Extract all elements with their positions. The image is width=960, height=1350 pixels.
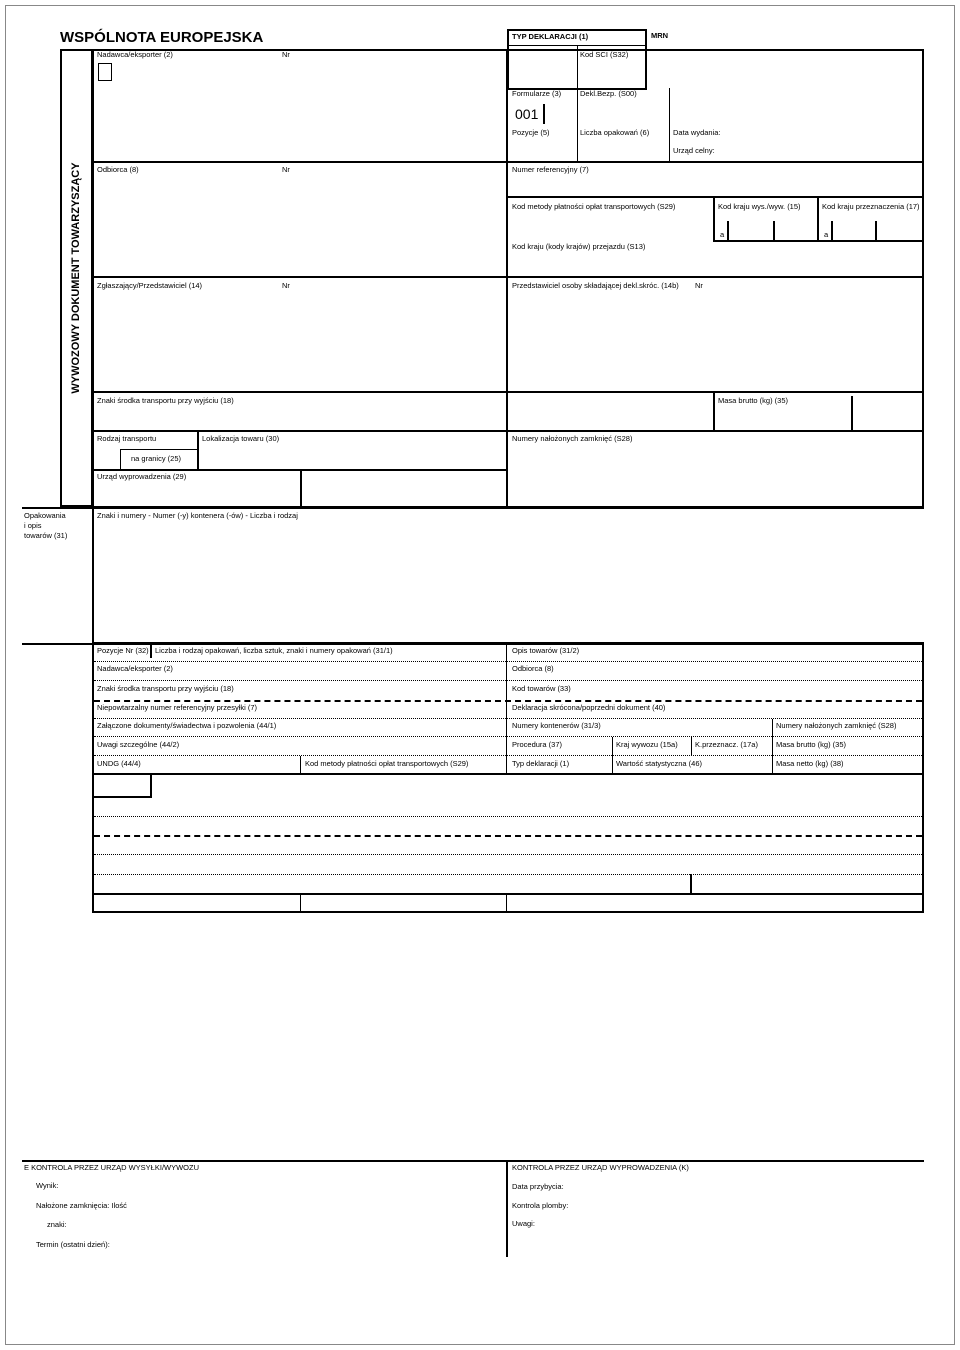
label-data-przybycia: Data przybycia:	[512, 1182, 564, 1191]
hline-control	[22, 1160, 924, 1162]
nadawca-checkbox[interactable]	[98, 63, 112, 81]
label-a-2: a	[824, 230, 829, 239]
label-numer-ref: Numer referencyjny (7)	[512, 165, 589, 174]
label-kod-metody: Kod metody płatności opłat transportowych (S29)	[512, 202, 676, 211]
label-uwagi-control: Uwagi:	[512, 1219, 535, 1228]
label-odbiorca: Odbiorca (8)	[97, 165, 139, 174]
label-uwagi: Uwagi szczególne (44/2)	[97, 740, 180, 749]
label-formularze: Formularze (3)	[512, 89, 562, 98]
vline-kod-przezn	[817, 196, 819, 242]
label-znaki: znaki:	[47, 1220, 67, 1229]
vline-bottom-2	[506, 893, 507, 913]
dotline-8	[94, 874, 922, 875]
label-undg: UNDG (44/4)	[97, 759, 141, 768]
label-pozycje: Pozycje (5)	[512, 128, 550, 137]
label-lokalizacja: Lokalizacja towaru (30)	[202, 434, 280, 443]
hline-znaki	[92, 391, 924, 393]
label-item-odbiorca: Odbiorca (8)	[512, 664, 554, 673]
label-nr-1: Nr	[282, 50, 290, 59]
label-opakowania-3: towarów (31)	[24, 531, 68, 540]
tick-a1	[727, 221, 729, 241]
label-item-masa-brutto: Masa brutto (kg) (35)	[776, 740, 847, 749]
label-item-numery-zamkniec: Numery nałożonych zamknięć (S28)	[776, 721, 897, 730]
vline-item-right	[772, 719, 773, 773]
label-rodzaj: Rodzaj transportu	[97, 434, 157, 443]
label-termin: Termin (ostatni dzień):	[36, 1240, 110, 1249]
hline-rodzaj	[92, 430, 924, 432]
vline-undg	[300, 756, 301, 773]
label-item-nadawca: Nadawca/eksporter (2)	[97, 664, 173, 673]
vline-control	[506, 1160, 508, 1257]
label-liczba-rodzaj: Liczba i rodzaj opakowań, liczba sztuk, znaki i numery opakowań (31/1)	[155, 646, 393, 655]
label-kontrola-plomby: Kontrola plomby:	[512, 1201, 569, 1210]
hline-goods	[22, 507, 924, 509]
tick-item-right	[690, 874, 692, 894]
label-procedura: Procedura (37)	[512, 740, 563, 749]
label-k-title: KONTROLA PRZEZ URZĄD WYPROWADZENIA (K)	[512, 1163, 689, 1172]
label-typ-deklaracji: TYP DEKLARACJI (1)	[512, 32, 589, 41]
vline-goods	[92, 507, 94, 644]
label-dekl-bezp: Dekl.Bezp. (S00)	[580, 89, 637, 98]
label-masa-netto: Masa netto (kg) (38)	[776, 759, 844, 768]
typ-hline	[507, 45, 647, 46]
hline-item-bottom-row	[92, 893, 924, 895]
label-znaki-numery: Znaki i numery - Numer (-y) kontenera (-ów) - Liczba i rodzaj	[97, 511, 298, 520]
label-opakowania-1: Opakowania	[24, 511, 66, 520]
label-niepowtarzalny: Niepowtarzalny numer referencyjny przesyłki (7)	[97, 703, 258, 712]
vline-item-mid	[506, 644, 507, 773]
vline-masa	[713, 391, 715, 431]
hline-ref	[506, 196, 924, 198]
label-item-kod-metody: Kod metody płatności opłat transportowych (S29)	[305, 759, 469, 768]
label-k-przezn: K.przeznacz. (17a)	[695, 740, 758, 749]
formularze-marker	[543, 104, 545, 124]
hline-kody	[713, 240, 924, 242]
label-wartosc: Wartość statystyczna (46)	[616, 759, 702, 768]
item-small-box[interactable]	[92, 773, 152, 798]
label-mrn: MRN	[651, 31, 669, 40]
label-numery-kontenerow: Numery kontenerów (31/3)	[512, 721, 601, 730]
document-title: WSPÓLNOTA EUROPEJSKA	[60, 29, 264, 46]
label-kod-sci: Kod SCI (S32)	[580, 50, 629, 59]
tick-pozycje	[150, 644, 152, 658]
label-nr-4: Nr	[695, 281, 703, 290]
vline-kprzezn	[691, 737, 692, 755]
label-nalozone: Nałożone zamknięcia: Ilość	[36, 1201, 127, 1210]
hline-item-lower	[92, 773, 924, 775]
vline-bottom-1	[300, 893, 301, 913]
hline-zglaszajacy	[92, 276, 924, 278]
label-znaki-srodka: Znaki środka transportu przy wyjściu (18)	[97, 396, 234, 405]
formularze-divider	[577, 90, 578, 125]
label-urzad-celny: Urząd celny:	[673, 146, 715, 155]
tick-a2	[831, 221, 833, 241]
urzad-divider	[669, 88, 670, 125]
dotline-1	[94, 661, 922, 662]
dotline-7	[94, 854, 922, 855]
label-kod-kraju-przejazdu: Kod kraju (kody krajów) przejazdu (S13)	[512, 242, 646, 251]
label-nr-2: Nr	[282, 165, 290, 174]
label-e-title: E KONTROLA PRZEZ URZĄD WYSYŁKI/WYWOZU	[24, 1163, 200, 1172]
hline-odbiorca	[92, 161, 924, 163]
label-przedstawiciel: Przedstawiciel osoby składającej dekl.skróc. (14b)	[512, 281, 679, 290]
label-deklaracja-skrocona: Deklaracja skrócona/poprzedni dokument (40)	[512, 703, 666, 712]
label-numery-zamkniec-top: Numery nałożonych zamknięć (S28)	[512, 434, 633, 443]
dotline-2	[94, 680, 922, 681]
tick-urzad	[300, 470, 302, 507]
formularze-value: 001	[515, 106, 539, 122]
dashline-1	[94, 700, 922, 702]
label-item-znaki: Znaki środka transportu przy wyjściu (18)	[97, 684, 234, 693]
label-data-wydania: Data wydania:	[673, 128, 721, 137]
tick-a2b	[875, 221, 877, 241]
label-zglaszajacy: Zgłaszający/Przedstawiciel (14)	[97, 281, 203, 290]
label-liczba-opakowan: Liczba opakowań (6)	[580, 128, 650, 137]
typ-divider	[577, 45, 578, 89]
label-kod-kraju-przezn: Kod kraju przeznaczenia (17)	[822, 202, 920, 211]
item-section-border	[92, 642, 924, 913]
label-kod-towarow: Kod towarów (33)	[512, 684, 571, 693]
label-opakowania-2: i opis	[24, 521, 42, 530]
label-masa-brutto-top: Masa brutto (kg) (35)	[718, 396, 789, 405]
label-nadawca: Nadawca/eksporter (2)	[97, 50, 173, 59]
liczba-divider	[669, 125, 670, 161]
dotline-4	[94, 736, 922, 737]
label-typ-deklaracji: Typ deklaracji (1)	[512, 759, 570, 768]
label-pozycje-nr: Pozycje Nr (32)	[97, 646, 149, 655]
tick-a1b	[773, 221, 775, 241]
dotline-3	[94, 718, 922, 719]
label-kraj-wywozu: Kraj wywozu (15a)	[616, 740, 678, 749]
dotline-6	[94, 816, 922, 817]
vline-kod-kraju	[713, 196, 715, 242]
dotline-5	[94, 755, 922, 756]
dashline-2	[94, 835, 922, 837]
label-wynik: Wynik:	[36, 1181, 59, 1190]
pozycje-divider	[577, 125, 578, 161]
vertical-title: WYWOZOWY DOKUMENT TOWARZYSZĄCY	[70, 162, 82, 394]
label-a-1: a	[720, 230, 725, 239]
label-opis-towarow: Opis towarów (31/2)	[512, 646, 580, 655]
label-zalaczone: Załączone dokumenty/świadectwa i pozwolenia (44/1)	[97, 721, 277, 730]
tick-znaki	[851, 396, 853, 430]
label-urzad-wyprowadzenia: Urząd wyprowadzenia (29)	[97, 472, 187, 481]
label-kod-kraju-wys: Kod kraju wys./wyw. (15)	[718, 202, 801, 211]
vline-left-right	[506, 49, 508, 508]
label-nr-3: Nr	[282, 281, 290, 290]
label-na-granicy: na granicy (25)	[131, 454, 182, 463]
